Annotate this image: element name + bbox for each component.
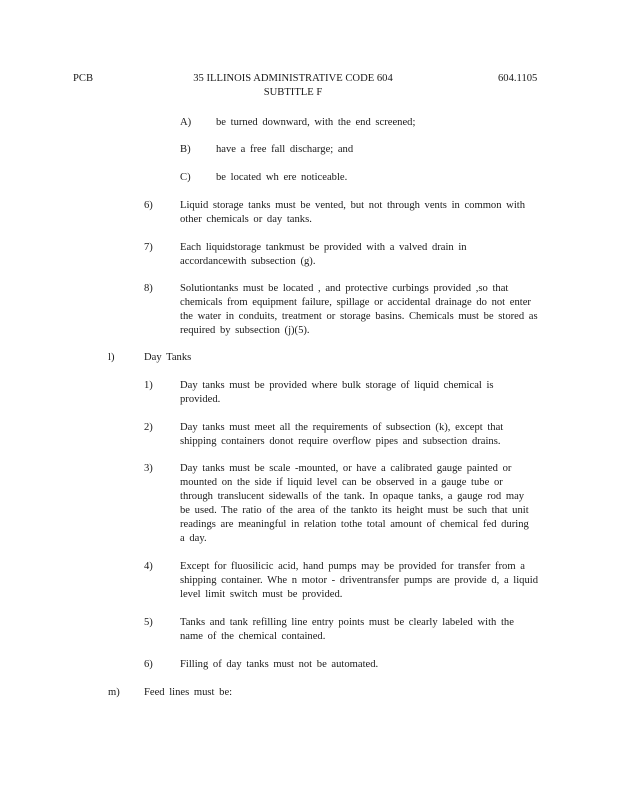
item-label: l) [108, 352, 115, 363]
item-text: Solutiontanks must be located , and protective curbings provided ,so that chemicals from equipment failure, spillage or accidental drainage do not enter the water in conduits, treatment or storage basins. Chemicals must be stored as required by subsection (j)(5). [180, 283, 538, 336]
item-text: Day tanks must be provided where bulk storage of liquid chemical is provided. [180, 380, 494, 405]
item-text: be located wh ere noticeable. [216, 172, 348, 183]
item-text: Day tanks must meet all the requirements of subsection (k), except that shipping containers donot require overflow pipes and subsection drains. [180, 422, 504, 447]
header-subtitle-line: SUBTITLE F [263, 87, 323, 98]
item-text: Tanks and tank refilling line entry points must be clearly labeled with the name of the chemical contained. [180, 617, 514, 642]
item-label: 5) [144, 617, 153, 628]
section-heading: Day Tanks [144, 352, 192, 363]
header-section-number: 604.1105 [498, 73, 538, 84]
header-agency: PCB [73, 73, 94, 84]
item-text: have a free fall discharge; and [216, 144, 354, 155]
item-label: 7) [144, 242, 153, 253]
item-text: Liquid storage tanks must be vented, but not through vents in common with other chemicals or day tanks. [180, 200, 526, 225]
header-code-line: 35 ILLINOIS ADMINISTRATIVE CODE 604 [193, 73, 393, 84]
item-text: Filling of day tanks must not be automated. [180, 659, 379, 670]
item-label: B) [180, 144, 191, 155]
item-text: be turned downward, with the end screened; [216, 117, 416, 128]
item-text: Feed lines must be: [144, 687, 233, 698]
item-label: 6) [144, 200, 153, 211]
item-label: 3) [144, 463, 153, 474]
item-label: 1) [144, 380, 153, 391]
item-label: 6) [144, 659, 153, 670]
item-label: C) [180, 172, 191, 183]
header-code-title [173, 72, 413, 100]
item-label: A) [180, 117, 192, 128]
item-text: Except for fluosilicic acid, hand pumps may be provided for transfer from a shipping container. Whe n motor - driventransfer pumps are provide d, a liquid level limit switch must be provided. [180, 561, 539, 600]
item-text: Each liquidstorage tankmust be provided with a valved drain in accordancewith subsection (g). [180, 242, 467, 267]
item-label: m) [108, 687, 120, 698]
item-text: Day tanks must be scale -mounted, or have a calibrated gauge painted or mounted on the side if liquid level can be observed in a gauge tube or through translucent sidewalls of the tank. In opaque tanks, a gauge rod may be used. The ratio of the area of the tankto its height must be such that unit readings are meaningful in relation tothe total amount of chemical fed during a day. [180, 463, 529, 544]
item-label: 4) [144, 561, 153, 572]
item-label: 8) [144, 283, 153, 294]
item-label: 2) [144, 422, 153, 433]
